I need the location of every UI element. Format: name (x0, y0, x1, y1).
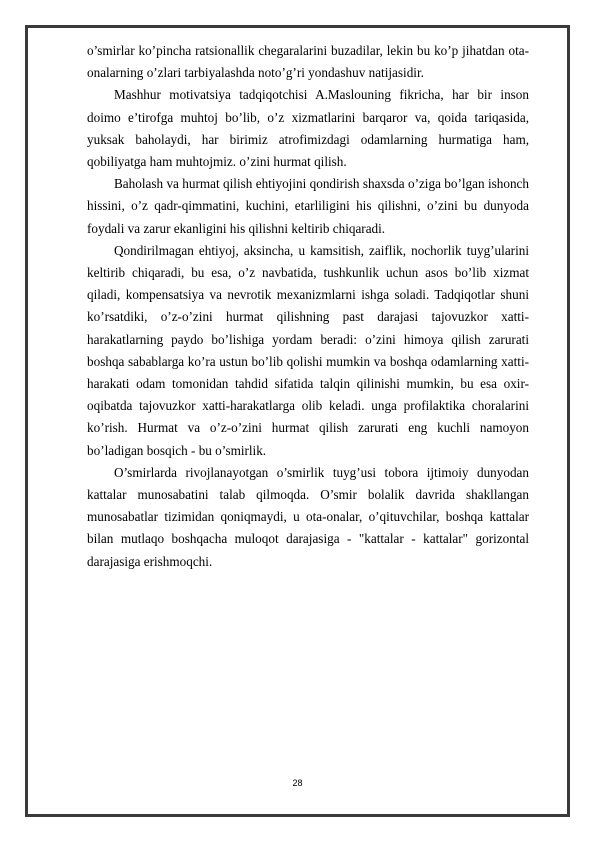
paragraph-3: Baholash va hurmat qilish ehtiyojini qondirish shaxsda o’ziga bo’lgan ishonch hissini, o’z qadr-qimmatini, kuchini, etarliligini his qilishni, o’zini bu dunyoda foydali va zarur ekanligini his qilishni keltirib chiqaradi. (87, 176, 529, 236)
paragraph-1: o’smirlar ko’pincha ratsionallik chegaralarini buzadilar, lekin bu ko’p jihatdan ota-onalarning o’zlari tarbiyalashda noto’g’ri yondashuv natijasidir. (87, 43, 529, 81)
paragraph-4: Qondirilmagan ehtiyoj, aksincha, u kamsitish, zaiflik, nochorlik tuyg’ularini keltirib chiqaradi, bu esa, o’z navbatida, tushkunlik uchun asos bo’lib xizmat qiladi, kompensatsiya va nevrotik mexanizmlarni ishga soladi. Tadqiqotlar shuni ko’rsatdiki, o’z-o’zini hurmat qilishning past darajasi tajovuzkor xatti-harakatlarning paydo bo’lishiga yordam beradi: o’zini himoya qilish zarurati boshqa sabablarga ko’ra ustun bo’lib qolishi mumkin va boshqa odamlarning xatti-harakati odam tomonidan tahdid sifatida talqin qilinishi mumkin, bu esa oxir-oqibatda tajovuzkor xatti-harakatlarga olib keladi. unga profilaktika choralarini ko’rish. Hurmat va o’z-o’zini hurmat qilish zarurati eng kuchli namoyon bo’ladigan bosqich - bu o’smirlik. (87, 242, 529, 458)
document-body (87, 40, 529, 573)
paragraph-2: Mashhur motivatsiya tadqiqotchisi A.Maslouning fikricha, har bir inson doimo e’tirofga muhtoj bo’lib, o’z xizmatlarini barqaror va, qoida tariqasida, yuksak baholaydi, har birimiz atrofimizdagi odamlarning hurmatiga ham, qobiliyatga ham muhtojmiz. o’zini hurmat qilish. (87, 87, 529, 170)
page-number: 28 (292, 778, 303, 788)
paragraph-5: O’smirlarda rivojlanayotgan o’smirlik tuyg’usi tobora ijtimoiy dunyodan kattalar munosabatini talab qilmoqda. O’smir bolalik davrida shakllangan munosabatlar tizimidan qoniqmaydi, u ota-onalar, o’qituvchilar, boshqa kattalar bilan mutlaqo boshqacha muloqot darajasiga - "kattalar - kattalar" gorizontal darajasiga erishmoqchi. (87, 464, 529, 569)
